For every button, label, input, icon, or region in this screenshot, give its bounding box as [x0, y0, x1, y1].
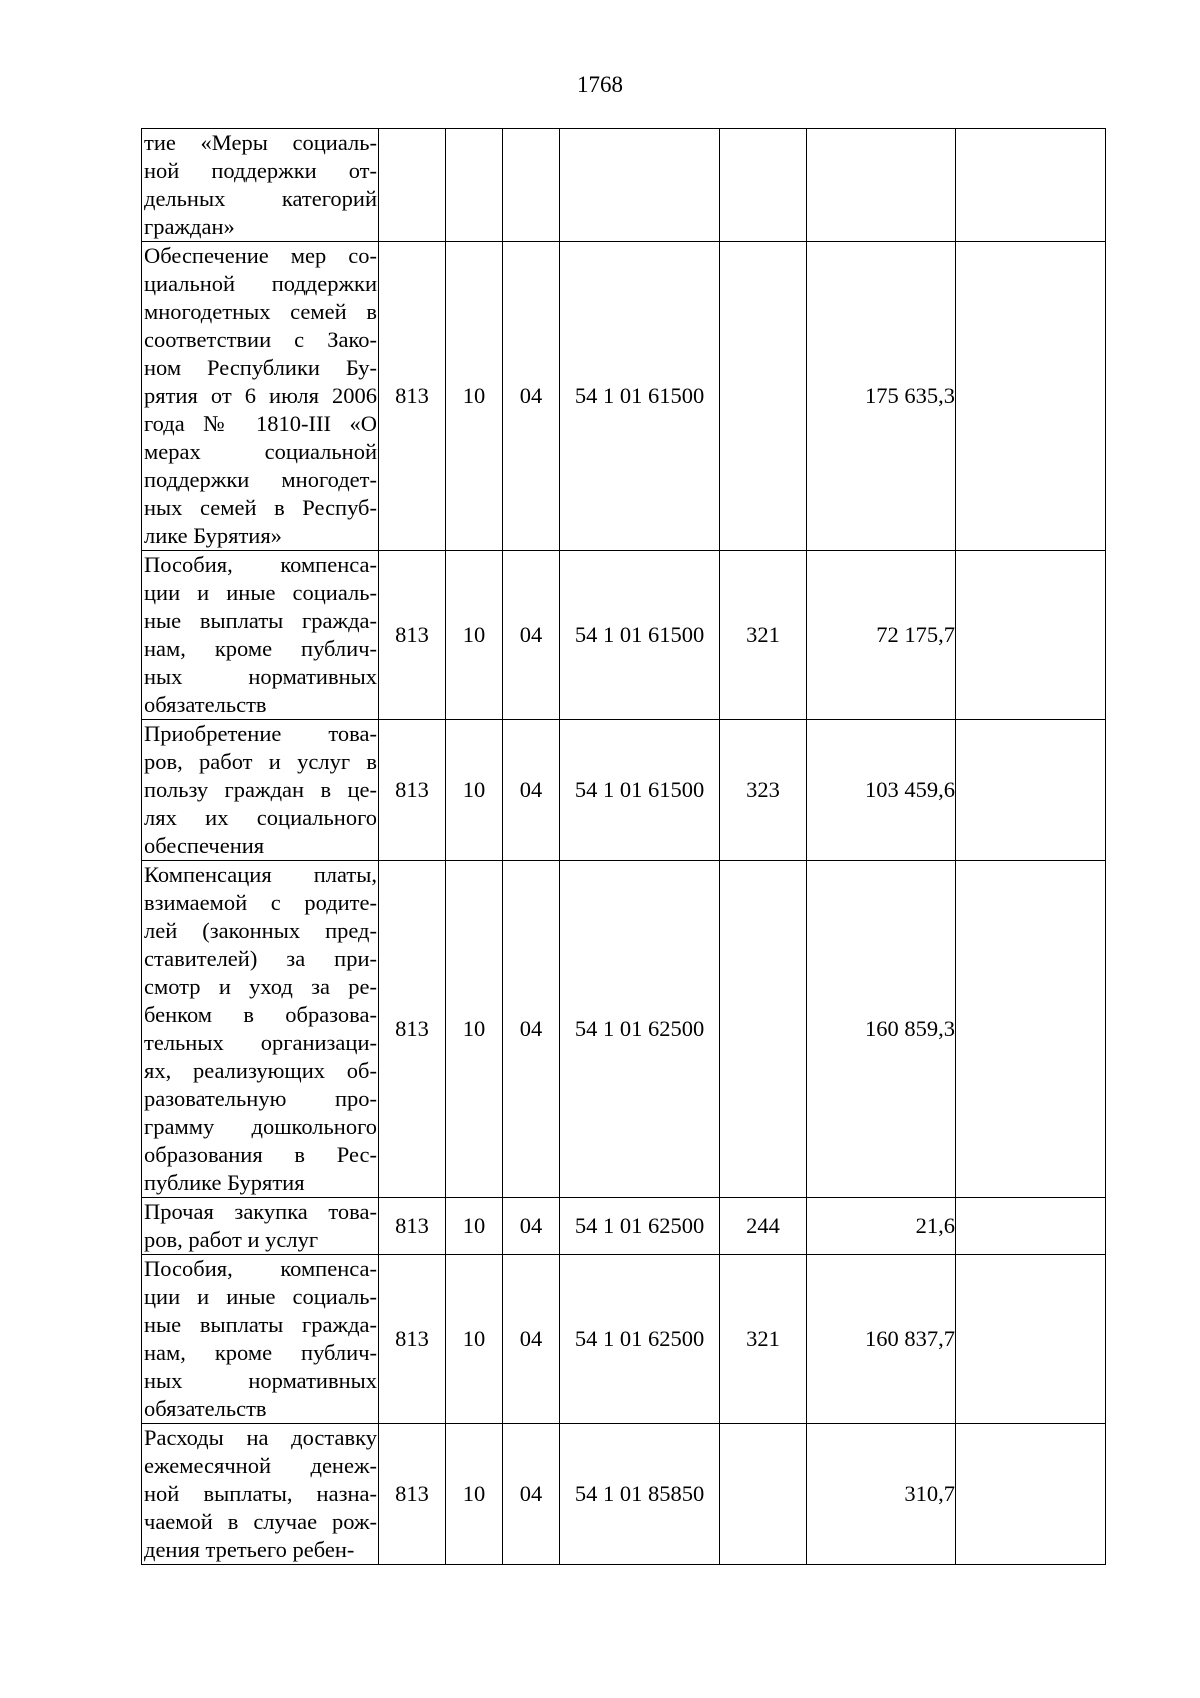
description-line: Пособия, компенса-	[144, 552, 377, 577]
description-line: обязательств	[144, 1396, 267, 1421]
description-line: ежемесячной денеж-	[144, 1453, 377, 1478]
cell-amount: 160 859,3	[807, 861, 956, 1198]
cell-extra	[956, 242, 1106, 551]
description-line: соответствии с Зако-	[144, 327, 377, 352]
description-line: тие «Меры социаль-	[144, 130, 377, 155]
cell-subsection-code	[503, 129, 560, 242]
description-line: лей (законных пред-	[144, 918, 377, 943]
description-line: ров, работ и услуг	[144, 1227, 319, 1252]
description-line: публике Бурятия	[144, 1170, 305, 1195]
description-line: граждан»	[144, 214, 235, 239]
description-line: ные выплаты гражда-	[144, 1312, 377, 1337]
description-line: многодетных семей в	[144, 299, 377, 324]
cell-subsection-code: 04	[503, 1255, 560, 1424]
table-row	[142, 551, 1106, 720]
cell-section-code	[446, 129, 503, 242]
cell-target-article: 54 1 01 61500	[560, 551, 720, 720]
description-line: обеспечения	[144, 833, 265, 858]
cell-target-article	[560, 129, 720, 242]
description-line: ном Республики Бу-	[144, 355, 377, 380]
cell-description	[142, 129, 379, 242]
description-line: ции и иные социаль-	[144, 1284, 377, 1309]
cell-extra	[956, 1255, 1106, 1424]
cell-amount: 103 459,6	[807, 720, 956, 861]
cell-section-code: 10	[446, 242, 503, 551]
description-line: ставителей) за при-	[144, 946, 377, 971]
description-line: разовательную про-	[144, 1086, 377, 1111]
description-line: нам, кроме публич-	[144, 1340, 377, 1365]
description-line: пользу граждан в це-	[144, 777, 377, 802]
description-line: поддержки многодет-	[144, 467, 377, 492]
cell-ministry-code: 813	[379, 1255, 446, 1424]
description-line: бенком в образова-	[144, 1002, 377, 1027]
description-line: Приобретение това-	[144, 721, 377, 746]
description-line: ной поддержки от-	[144, 158, 377, 183]
description-line: дения третьего ребен-	[144, 1537, 355, 1562]
cell-target-article: 54 1 01 62500	[560, 861, 720, 1198]
description-line: чаемой в случае рож-	[144, 1509, 377, 1534]
page-number: 1768	[577, 72, 623, 97]
cell-target-article: 54 1 01 61500	[560, 242, 720, 551]
cell-description	[142, 861, 379, 1198]
cell-amount: 21,6	[807, 1198, 956, 1255]
description-line: Расходы на доставку	[144, 1425, 377, 1450]
description-line: ных семей в Респуб-	[144, 495, 377, 520]
description-line: обязательств	[144, 692, 267, 717]
description-line: Пособия, компенса-	[144, 1256, 377, 1281]
cell-target-article: 54 1 01 62500	[560, 1198, 720, 1255]
cell-target-article: 54 1 01 62500	[560, 1255, 720, 1424]
description-line: года № 1810-III «О	[144, 411, 377, 436]
cell-subsection-code: 04	[503, 1198, 560, 1255]
table-row	[142, 129, 1106, 242]
cell-description	[142, 1255, 379, 1424]
cell-section-code: 10	[446, 1424, 503, 1565]
cell-subsection-code: 04	[503, 1424, 560, 1565]
description-line: лях их социального	[144, 805, 377, 830]
cell-section-code: 10	[446, 861, 503, 1198]
cell-expense-type	[720, 1424, 807, 1565]
cell-description	[142, 1424, 379, 1565]
cell-section-code: 10	[446, 1255, 503, 1424]
cell-ministry-code: 813	[379, 861, 446, 1198]
description-line: Обеспечение мер со-	[144, 243, 377, 268]
description-line: смотр и уход за ре-	[144, 974, 377, 999]
description-line: циальной поддержки	[144, 271, 377, 296]
description-line: мерах социальной	[144, 439, 377, 464]
cell-section-code: 10	[446, 1198, 503, 1255]
cell-expense-type	[720, 242, 807, 551]
cell-subsection-code: 04	[503, 720, 560, 861]
cell-expense-type: 323	[720, 720, 807, 861]
cell-expense-type: 244	[720, 1198, 807, 1255]
description-line: образования в Рес-	[144, 1142, 377, 1167]
cell-expense-type	[720, 129, 807, 242]
description-line: взимаемой с родите-	[144, 890, 377, 915]
description-line: ной выплаты, назна-	[144, 1481, 377, 1506]
cell-expense-type: 321	[720, 1255, 807, 1424]
cell-section-code: 10	[446, 720, 503, 861]
cell-amount: 310,7	[807, 1424, 956, 1565]
description-line: Прочая закупка това-	[144, 1199, 377, 1224]
description-line: ные выплаты гражда-	[144, 608, 377, 633]
description-line: нам, кроме публич-	[144, 636, 377, 661]
table-row	[142, 1424, 1106, 1565]
cell-extra	[956, 551, 1106, 720]
table-row	[142, 1255, 1106, 1424]
cell-ministry-code: 813	[379, 1198, 446, 1255]
cell-ministry-code: 813	[379, 242, 446, 551]
cell-description	[142, 242, 379, 551]
cell-extra	[956, 861, 1106, 1198]
description-line: Компенсация платы,	[144, 862, 377, 887]
description-line: ях, реализующих об-	[144, 1058, 377, 1083]
table-row	[142, 1198, 1106, 1255]
description-line: рятия от 6 июля 2006	[144, 383, 377, 408]
cell-ministry-code: 813	[379, 1424, 446, 1565]
cell-expense-type	[720, 861, 807, 1198]
budget-table	[141, 128, 1106, 1565]
cell-amount: 72 175,7	[807, 551, 956, 720]
cell-expense-type: 321	[720, 551, 807, 720]
cell-extra	[956, 129, 1106, 242]
description-line: ции и иные социаль-	[144, 580, 377, 605]
description-line: тельных организаци-	[144, 1030, 377, 1055]
cell-extra	[956, 720, 1106, 861]
description-line: лике Бурятия»	[144, 523, 282, 548]
description-line: дельных категорий	[144, 186, 377, 211]
cell-description	[142, 551, 379, 720]
table-row	[142, 242, 1106, 551]
cell-target-article: 54 1 01 85850	[560, 1424, 720, 1565]
cell-subsection-code: 04	[503, 861, 560, 1198]
cell-subsection-code: 04	[503, 242, 560, 551]
cell-ministry-code: 813	[379, 720, 446, 861]
table-body	[142, 129, 1106, 1565]
cell-subsection-code: 04	[503, 551, 560, 720]
cell-amount: 160 837,7	[807, 1255, 956, 1424]
table-row	[142, 720, 1106, 861]
description-line: грамму дошкольного	[144, 1114, 377, 1139]
cell-ministry-code: 813	[379, 551, 446, 720]
description-line: ров, работ и услуг в	[144, 749, 377, 774]
cell-extra	[956, 1198, 1106, 1255]
cell-ministry-code	[379, 129, 446, 242]
cell-description	[142, 1198, 379, 1255]
cell-extra	[956, 1424, 1106, 1565]
description-line: ных нормативных	[144, 1368, 377, 1393]
description-line: ных нормативных	[144, 664, 377, 689]
cell-target-article: 54 1 01 61500	[560, 720, 720, 861]
table-row	[142, 861, 1106, 1198]
cell-description	[142, 720, 379, 861]
cell-section-code: 10	[446, 551, 503, 720]
cell-amount	[807, 129, 956, 242]
cell-amount: 175 635,3	[807, 242, 956, 551]
